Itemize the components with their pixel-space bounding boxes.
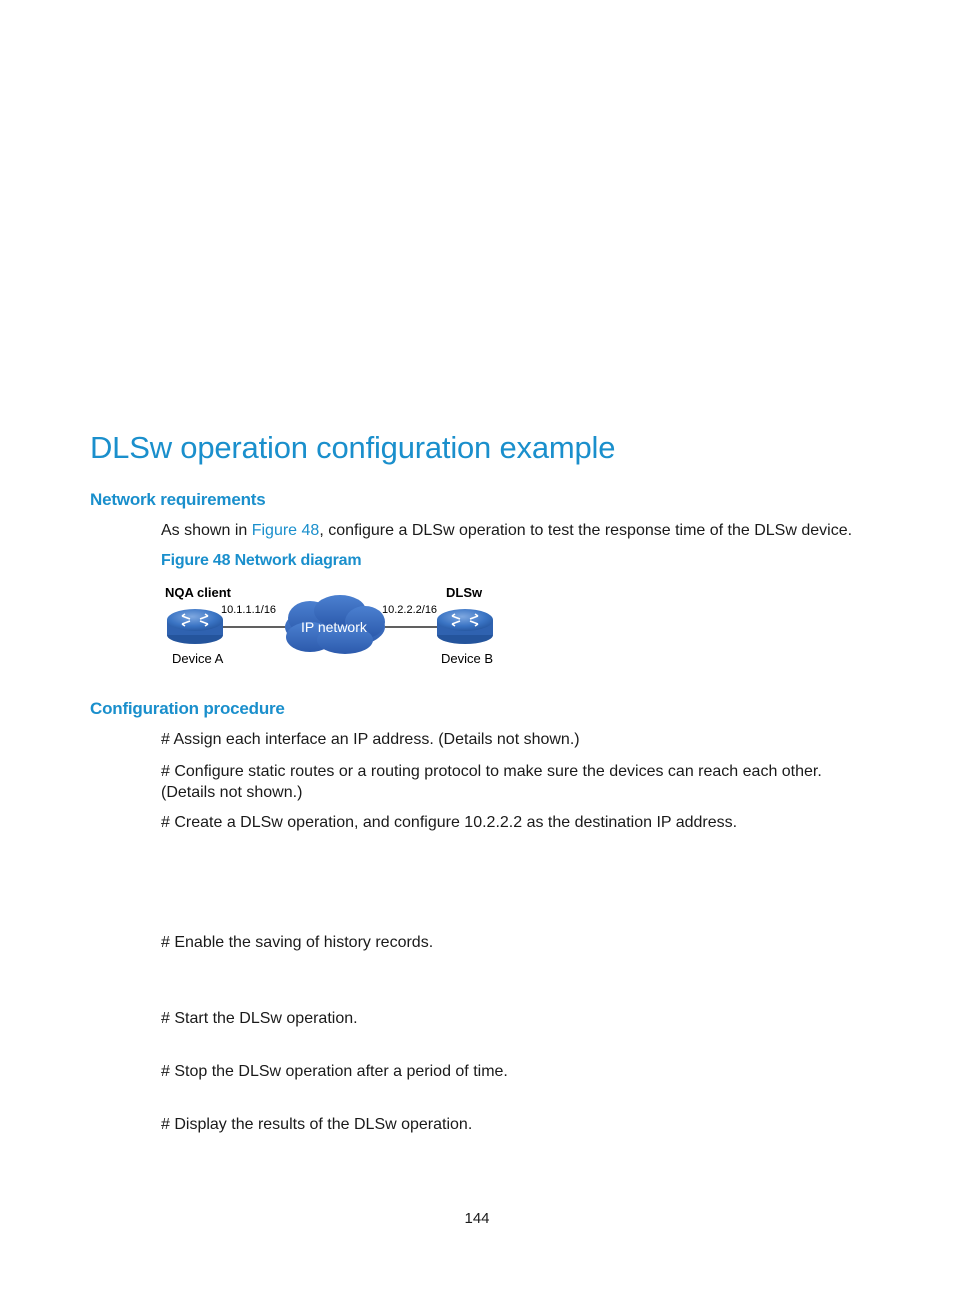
device-a-label: Device A [172, 651, 224, 666]
dlsw-label: DLSw [446, 585, 483, 600]
step-create-operation: # Create a DLSw operation, and configure 10.2.2.2 as the destination IP address. [161, 814, 738, 831]
step-stop-operation: # Stop the DLSw operation after a period of time. [161, 1063, 508, 1080]
device-b-ip-label: 10.2.2.2/16 [382, 604, 438, 616]
figure-caption: Figure 48 Network diagram [161, 552, 362, 569]
requirements-text-after: , configure a DLSw operation to test the response time of the DLSw device. [319, 522, 853, 539]
device-a-ip-label: 10.1.1.1/16 [221, 604, 277, 616]
step-configure-routes: # Configure static routes or a routing protocol to make sure the devices can reach each other. (Details not shown.) [161, 763, 822, 801]
requirements-text-before: As shown in [161, 522, 252, 539]
figure-48-link[interactable]: Figure 48 [251, 522, 320, 539]
configuration-procedure-heading: Configuration procedure [90, 699, 285, 718]
section-title: DLSw operation configuration example [90, 430, 616, 465]
step-display-results: # Display the results of the DLSw operation. [161, 1116, 473, 1133]
step-start-operation: # Start the DLSw operation. [161, 1010, 358, 1027]
step-assign-ip: # Assign each interface an IP address. (Details not shown.) [161, 731, 580, 748]
router-icon-device-b [437, 609, 493, 644]
router-icon-device-a [167, 609, 223, 644]
ip-network-label: IP network [301, 619, 367, 635]
nqa-client-label: NQA client [165, 585, 231, 600]
device-b-label: Device B [441, 651, 494, 666]
requirements-paragraph [161, 522, 852, 540]
step-enable-history: # Enable the saving of history records. [161, 934, 434, 951]
network-requirements-heading: Network requirements [90, 490, 266, 509]
page-number: 144 [464, 1210, 490, 1227]
